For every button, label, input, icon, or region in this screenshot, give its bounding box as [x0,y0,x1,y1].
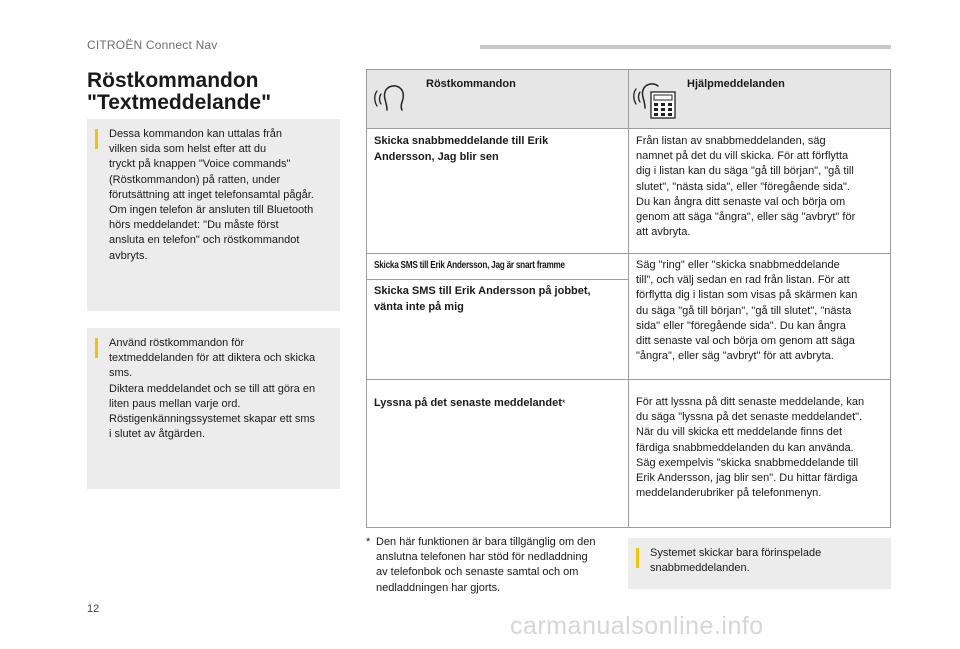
header-brand: CITROËN Connect Nav [87,38,218,52]
voice-keypad-icon [633,78,679,122]
table-header-commands [367,70,628,128]
note-box-quick-messages [628,538,891,589]
note-text: Dessa kommandon kan uttalas från vilken sida som helst efter att du tryckt på knappen "Voice commands" (Röstkommandon) på ratten, under förutsättning att inget telefonsamtal pågår. Om ingen telefon är ansluten till Bluetooth hörs meddelandet: "Du måste först ansluta en telefon" och röstkommandot avbryts. [109,128,314,262]
info-note-icon [95,129,98,149]
help-send-sms: Säg "ring" eller "skicka snabbmeddelande till", och välj sedan en rad från listan. För att förflytta dig i listan som visas på skärmen kan du säga "gå till början", "gå till slutet", "nästa sida" eller "föregående sida". Du kan ångra ditt senaste val och börja om genom att säga "ångra", eller säg "avbryt" för att avbryta. [636,259,858,363]
voice-command-icon [373,80,413,120]
row-divider [367,128,890,129]
row-divider [367,279,628,280]
table-header-help [629,70,890,128]
note-box-commands [87,119,340,311]
help-send-quick-message: Från listan av snabbmeddelanden, säg namnet på det du vill skicka. För att förflytta dig i listan kan du säga "gå till början", "gå till slutet", "nästa sida", eller "föregående sida". Du kan ångra ditt senaste val och börja om genom att säga "ångra", eller säg "avbryt" för att avbryta. [636,135,856,239]
help-listen-last-message: För att lyssna på ditt senaste meddelande, kan du säga "lyssna på det senaste meddelandet". När du vill skicka ett meddelande finns det färdiga snabbmeddelanden du kan använda. Säg exempelvis "skicka snabbmeddelande till Erik Andersson, jag blir sen". Du hittar färdiga meddelanderubriker på telefonmenyn. [636,396,865,500]
commands-table [366,69,891,528]
header-rule [480,45,891,49]
page-title: Röstkommandon "Textmeddelande" [87,69,272,114]
footnote-text: Den här funktionen är bara tillgänglig om den anslutna telefonen har stöd för nedladdning av telefonbok och senaste samtal och om nedladdningen har gjorts. [376,536,596,594]
note-box-dictation [87,328,340,489]
row-divider [367,253,890,254]
note-text: Använd röstkommandon för textmeddelanden för att diktera och skicka sms. Diktera meddelandet och se till att göra en liten paus mellan varje ord. Röstigenkänningssystemet skapar ett sms i slutet av åtgärden. [109,337,316,441]
page-number: 12 [87,603,100,615]
column-header-help: Hjälpmeddelanden [687,78,785,90]
column-divider [628,70,629,527]
command-send-sms-work: Skicka SMS till Erik Andersson på jobbet, vänta inte på mig [374,285,591,313]
footnote [366,535,624,596]
command-send-sms-soon: Skicka SMS till Erik Andersson, Jag är snart framme [374,260,565,271]
watermark: carmanualsonline.info [510,612,764,640]
info-note-icon [636,548,639,568]
column-header-commands: Röstkommandon [426,78,516,90]
footnote-marker: * [366,536,371,548]
footnote-marker: * [561,398,566,408]
command-listen-last-message [374,396,565,412]
command-listen-text: Lyssna på det senaste meddelandet [374,397,562,409]
row-divider [367,379,890,380]
info-note-icon [95,338,98,358]
command-send-quick-message: Skicka snabbmeddelande till Erik Andersson, Jag blir sen [374,135,549,163]
note-text: Systemet skickar bara förinspelade snabbmeddelanden. [650,547,822,575]
